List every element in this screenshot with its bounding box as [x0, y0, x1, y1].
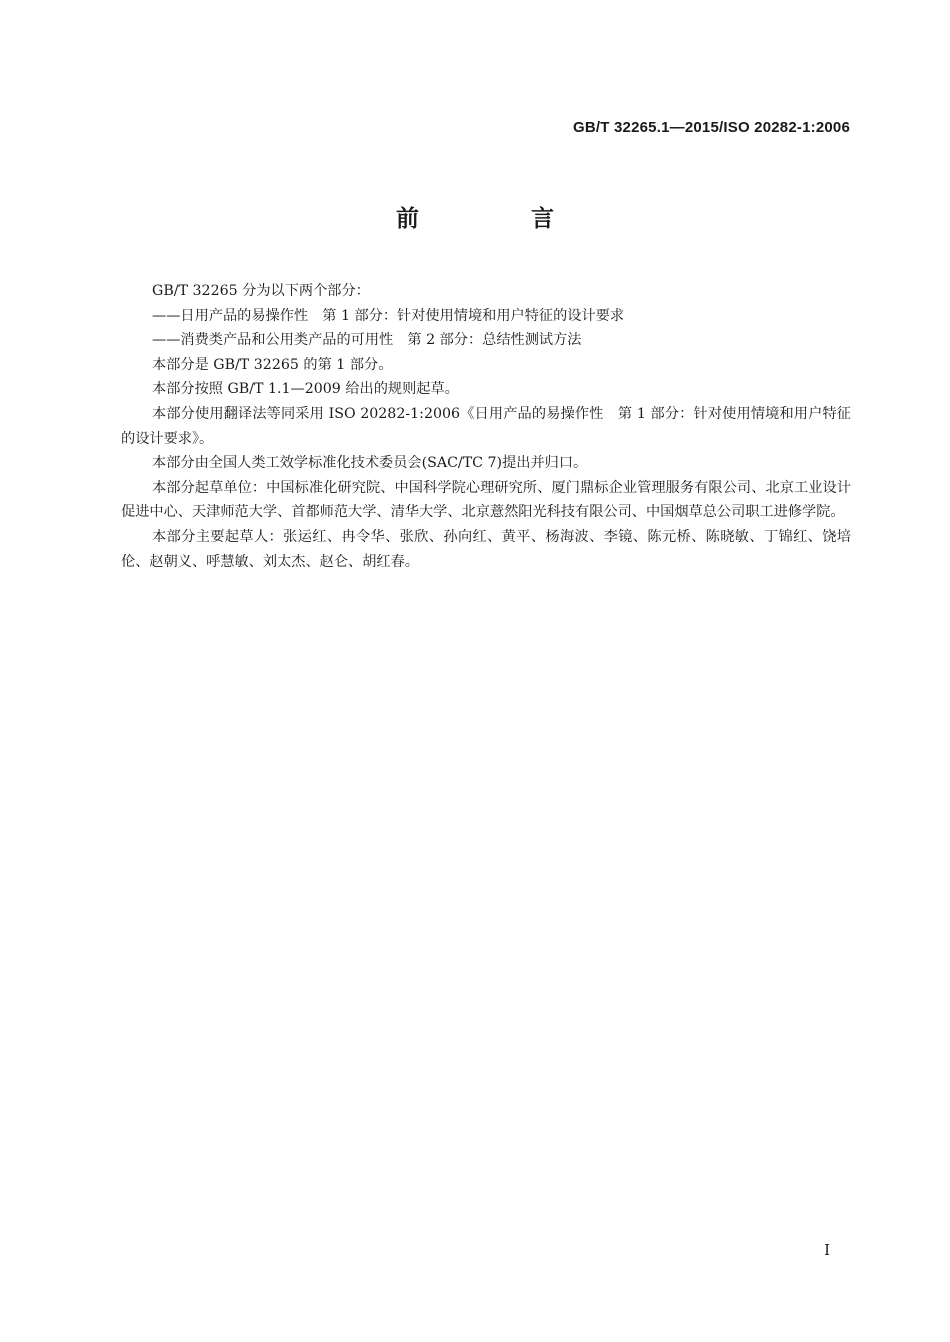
page-number: I: [824, 1241, 830, 1259]
paragraph-drafting-units: 本部分起草单位：中国标准化研究院、中国科学院心理研究所、厦门鼎标企业管理服务有限公司、北京工业设计促进中心、天津师范大学、首都师范大学、清华大学、北京薏然阳光科技有限公司、中国烟草总公司职工进修学院。: [121, 479, 851, 521]
paragraph-parts-intro: GB/T 32265 分为以下两个部分：: [152, 283, 370, 299]
paragraph-drafters: 本部分主要起草人：张运红、冉令华、张欣、孙向红、黄平、杨海波、李镜、陈元桥、陈晓敏、丁锦红、饶培伦、赵朝义、呼慧敏、刘太杰、赵仑、胡红春。: [121, 528, 851, 570]
paragraph-drafting-rules: 本部分按照 GB/T 1.1—2009 给出的规则起草。: [152, 381, 459, 398]
paragraph-part-2: ——消费类产品和公用类产品的可用性 第 2 部分：总结性测试方法: [152, 332, 582, 349]
paragraph-adoption: 本部分使用翻译法等同采用 ISO 20282-1:2006《日用产品的易操作性 第 1 部分：针对使用情境和用户特征的设计要求》。: [121, 405, 851, 447]
paragraph-part-1: ——日用产品的易操作性 第 1 部分：针对使用情境和用户特征的设计要求: [152, 307, 625, 324]
page-title: 前 言: [395, 206, 606, 232]
standard-number: GB/T 32265.1—2015/ISO 20282-1:2006: [573, 119, 850, 136]
foreword-body: [121, 279, 851, 574]
paragraph-proposer: 本部分由全国人类工效学标准化技术委员会(SAC/TC 7)提出并归口。: [152, 455, 588, 472]
paragraph-this-part: 本部分是 GB/T 32265 的第 1 部分。: [152, 356, 393, 373]
